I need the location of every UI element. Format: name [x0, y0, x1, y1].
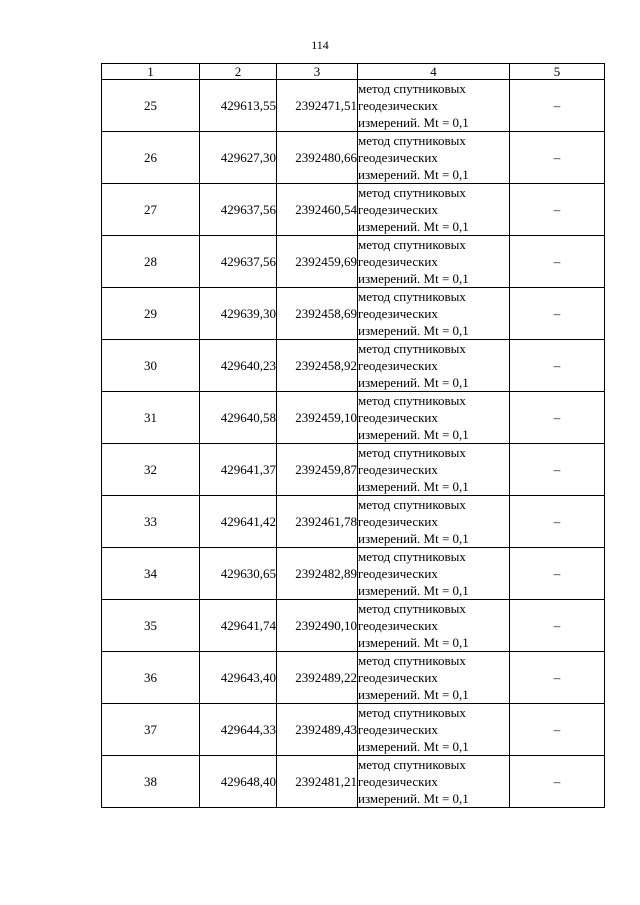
header-col-5: 5	[510, 64, 605, 80]
method-line: измерений. Mt = 0,1	[358, 271, 469, 286]
method-line: геодезических	[358, 618, 438, 633]
method-line: метод спутниковых	[358, 81, 466, 96]
x-coordinate-cell: 429627,30	[200, 132, 277, 184]
y-coordinate-cell: 2392459,87	[277, 444, 358, 496]
point-number-cell: 36	[102, 652, 200, 704]
x-coordinate-cell: 429641,37	[200, 444, 277, 496]
method-line: измерений. Mt = 0,1	[358, 375, 469, 390]
point-number-cell: 30	[102, 340, 200, 392]
table-body	[102, 80, 605, 808]
method-line: геодезических	[358, 462, 438, 477]
method-cell	[358, 600, 510, 652]
note-cell: –	[510, 288, 605, 340]
header-col-3: 3	[277, 64, 358, 80]
note-cell: –	[510, 236, 605, 288]
x-coordinate-cell: 429648,40	[200, 756, 277, 808]
method-line: геодезических	[358, 306, 438, 321]
y-coordinate-cell: 2392460,54	[277, 184, 358, 236]
method-cell	[358, 288, 510, 340]
method-line: геодезических	[358, 774, 438, 789]
method-line: измерений. Mt = 0,1	[358, 635, 469, 650]
method-cell	[358, 132, 510, 184]
table-row	[102, 652, 605, 704]
method-line: измерений. Mt = 0,1	[358, 479, 469, 494]
table-row	[102, 548, 605, 600]
table-row	[102, 236, 605, 288]
x-coordinate-cell: 429641,42	[200, 496, 277, 548]
method-line: геодезических	[358, 566, 438, 581]
point-number-cell: 35	[102, 600, 200, 652]
note-cell: –	[510, 496, 605, 548]
y-coordinate-cell: 2392471,51	[277, 80, 358, 132]
method-line: геодезических	[358, 514, 438, 529]
table-row	[102, 756, 605, 808]
note-cell: –	[510, 444, 605, 496]
method-cell	[358, 392, 510, 444]
table-row	[102, 496, 605, 548]
method-line: метод спутниковых	[358, 601, 466, 616]
table-row	[102, 340, 605, 392]
point-number-cell: 25	[102, 80, 200, 132]
method-cell	[358, 652, 510, 704]
point-number-cell: 38	[102, 756, 200, 808]
method-cell	[358, 756, 510, 808]
y-coordinate-cell: 2392480,66	[277, 132, 358, 184]
method-line: метод спутниковых	[358, 445, 466, 460]
method-line: измерений. Mt = 0,1	[358, 167, 469, 182]
table-row	[102, 444, 605, 496]
table-row	[102, 600, 605, 652]
method-line: измерений. Mt = 0,1	[358, 583, 469, 598]
method-line: геодезических	[358, 254, 438, 269]
method-cell	[358, 236, 510, 288]
table-header-row	[102, 64, 605, 80]
x-coordinate-cell: 429613,55	[200, 80, 277, 132]
method-cell	[358, 184, 510, 236]
method-line: измерений. Mt = 0,1	[358, 739, 469, 754]
table-row	[102, 288, 605, 340]
method-line: геодезических	[358, 410, 438, 425]
method-line: геодезических	[358, 670, 438, 685]
y-coordinate-cell: 2392459,10	[277, 392, 358, 444]
method-line: геодезических	[358, 98, 438, 113]
method-cell	[358, 340, 510, 392]
method-line: измерений. Mt = 0,1	[358, 219, 469, 234]
method-cell	[358, 444, 510, 496]
point-number-cell: 28	[102, 236, 200, 288]
point-number-cell: 29	[102, 288, 200, 340]
method-line: метод спутниковых	[358, 757, 466, 772]
method-cell	[358, 496, 510, 548]
note-cell: –	[510, 704, 605, 756]
method-line: геодезических	[358, 722, 438, 737]
method-line: метод спутниковых	[358, 549, 466, 564]
method-line: измерений. Mt = 0,1	[358, 687, 469, 702]
note-cell: –	[510, 548, 605, 600]
method-line: метод спутниковых	[358, 341, 466, 356]
x-coordinate-cell: 429640,23	[200, 340, 277, 392]
method-line: метод спутниковых	[358, 185, 466, 200]
header-col-1: 1	[102, 64, 200, 80]
note-cell: –	[510, 340, 605, 392]
note-cell: –	[510, 600, 605, 652]
method-line: измерений. Mt = 0,1	[358, 531, 469, 546]
method-line: метод спутниковых	[358, 289, 466, 304]
method-line: измерений. Mt = 0,1	[358, 791, 469, 806]
x-coordinate-cell: 429644,33	[200, 704, 277, 756]
method-line: геодезических	[358, 202, 438, 217]
point-number-cell: 26	[102, 132, 200, 184]
x-coordinate-cell: 429643,40	[200, 652, 277, 704]
note-cell: –	[510, 184, 605, 236]
method-line: измерений. Mt = 0,1	[358, 115, 469, 130]
note-cell: –	[510, 756, 605, 808]
method-line: геодезических	[358, 150, 438, 165]
table-row	[102, 392, 605, 444]
point-number-cell: 32	[102, 444, 200, 496]
method-line: метод спутниковых	[358, 393, 466, 408]
page-number: 114	[311, 38, 329, 52]
point-number-cell: 34	[102, 548, 200, 600]
x-coordinate-cell: 429630,65	[200, 548, 277, 600]
y-coordinate-cell: 2392458,92	[277, 340, 358, 392]
point-number-cell: 37	[102, 704, 200, 756]
note-cell: –	[510, 392, 605, 444]
y-coordinate-cell: 2392458,69	[277, 288, 358, 340]
y-coordinate-cell: 2392461,78	[277, 496, 358, 548]
method-cell	[358, 80, 510, 132]
x-coordinate-cell: 429637,56	[200, 236, 277, 288]
method-line: геодезических	[358, 358, 438, 373]
method-line: измерений. Mt = 0,1	[358, 427, 469, 442]
y-coordinate-cell: 2392482,89	[277, 548, 358, 600]
y-coordinate-cell: 2392489,43	[277, 704, 358, 756]
method-cell	[358, 704, 510, 756]
x-coordinate-cell: 429639,30	[200, 288, 277, 340]
header-col-4: 4	[358, 64, 510, 80]
x-coordinate-cell: 429641,74	[200, 600, 277, 652]
method-cell	[358, 548, 510, 600]
note-cell: –	[510, 132, 605, 184]
y-coordinate-cell: 2392489,22	[277, 652, 358, 704]
x-coordinate-cell: 429637,56	[200, 184, 277, 236]
note-cell: –	[510, 80, 605, 132]
x-coordinate-cell: 429640,58	[200, 392, 277, 444]
coordinates-table	[101, 63, 605, 808]
method-line: метод спутниковых	[358, 653, 466, 668]
method-line: метод спутниковых	[358, 705, 466, 720]
method-line: метод спутниковых	[358, 237, 466, 252]
y-coordinate-cell: 2392490,10	[277, 600, 358, 652]
header-col-2: 2	[200, 64, 277, 80]
table-row	[102, 80, 605, 132]
method-line: метод спутниковых	[358, 497, 466, 512]
y-coordinate-cell: 2392459,69	[277, 236, 358, 288]
table-row	[102, 704, 605, 756]
point-number-cell: 33	[102, 496, 200, 548]
table-row	[102, 132, 605, 184]
point-number-cell: 27	[102, 184, 200, 236]
point-number-cell: 31	[102, 392, 200, 444]
y-coordinate-cell: 2392481,21	[277, 756, 358, 808]
note-cell: –	[510, 652, 605, 704]
table-row	[102, 184, 605, 236]
method-line: метод спутниковых	[358, 133, 466, 148]
method-line: измерений. Mt = 0,1	[358, 323, 469, 338]
